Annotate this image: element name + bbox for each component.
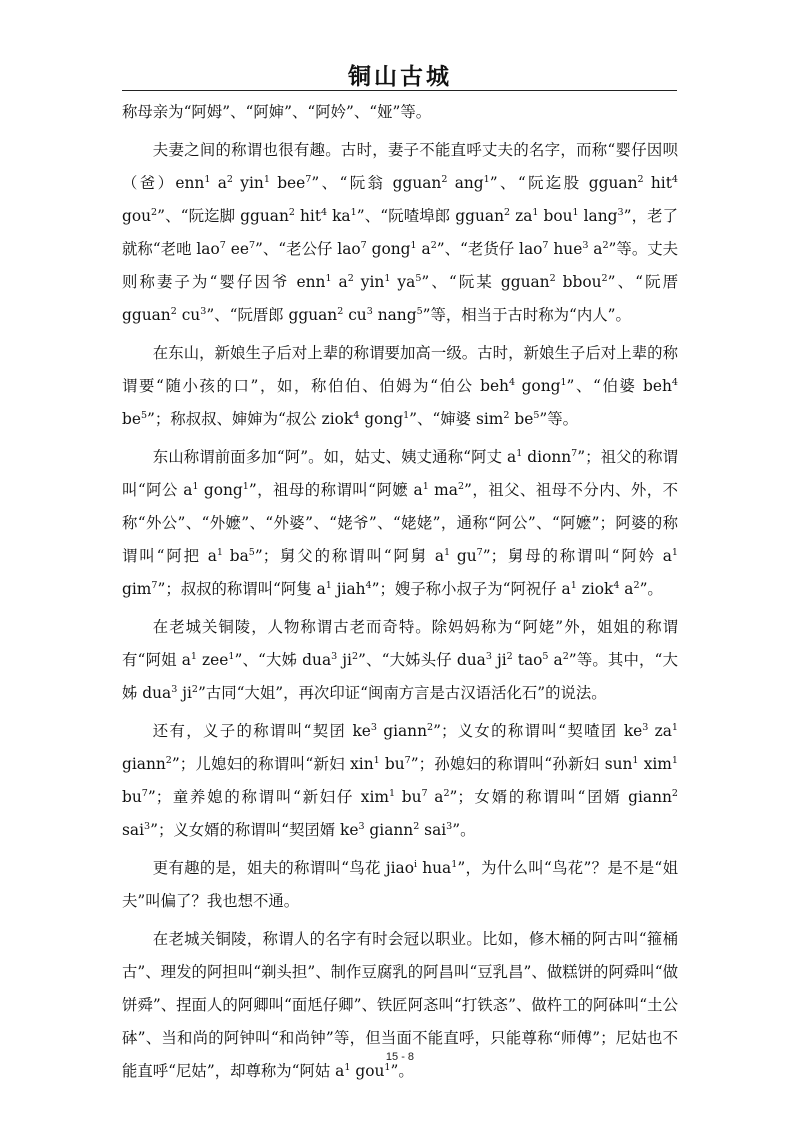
body-text	[122, 96, 678, 1093]
page-number: 15 - 8	[385, 1051, 415, 1063]
paragraph: 东山称谓前面多加“阿”。如，姑丈、姨丈通称“阿丈 $a^1$ dionn$^7$”；祖父的称谓叫“阿公 $a^1$ gong$^1$”，祖母的称谓叫“阿嬷 $a^1$ $ma^2$”，祖父、祖母不分内、外，不称“外公”、“外嬷”、“外婆”、“姥爷”、“姥姥”，通称“阿公”、“阿嬷”；阿婆的称谓叫“阿把 $a^1$ $ba^5$”；舅父的称谓叫“阿舅 $a^1$ $gu^7$”；舅母的称谓叫“阿妗 $a^1$ gim$^7$”；叔叔的称谓叫“阿隻 $a^1$ jiah$^4$”；嫂子称小叔子为“阿祝仔 $a^1$ ziok$^4$ $a^2$”。	[122, 447, 679, 598]
paragraph: 还有，义子的称谓叫“契囝 $ke^3$ giann$^2$”；义女的称谓叫“契喳囝 $ke^3$ $za^1$ giann$^2$”；儿媳妇的称谓叫“新妇 xin$^1$ $bu^7$”；孙媳妇的称谓叫“孙新妇 sun$^1$ xim$^1$ $bu^7$”；童养媳的称谓叫“新妇仔 xim$^1$ $bu^7$ $a^2$”；女婿的称谓叫“囝婿 giann$^2$ sai$^3$”；义女婿的称谓叫“契囝婿 $ke^3$ giann$^2$ sai$^3$”。	[122, 721, 678, 839]
paragraph: 在老城关铜陵，称谓人的名字有时会冠以职业。比如，修木桶的阿古叫“箍桶古”、理发的阿担叫“剃头担”、制作豆腐乳的阿昌叫“豆乳昌”、做糕饼的阿舜叫“做饼舜”、捏面人的阿卿叫“面尪仔卿”、铁匠阿忞叫“打铁忞”、做杵工的阿砵叫“土公砵”、当和尚的阿钟叫“和尚钟”等，但当面不能直呼，只能尊称“师傅”；尼姑也不能直呼“尼姑”，却尊称为“阿姑 $a^1$ gou$^1$”。	[122, 930, 678, 1080]
header-divider	[122, 90, 677, 91]
paragraph: 夫妻之间的称谓也很有趣。古时，妻子不能直呼丈夫的名字，而称“婴仔因呗（爸）enn$^1$ $a^2$ yin$^1$ bee$^7$”、“阮翁 gguan$^2$ ang$^1$”、“阮迄股 gguan$^2$ hit$^4$ gou$^2$”、“阮迄脚 gguan$^2$ hit$^4$ $ka^1$”、“阮喳埠郎 gguan$^2$ $za^1$ bou$^1$ lang$^3$”，老了就称“老吔 lao$^7$ $ee^7$”、“老公仔 lao$^7$ gong$^1$ $a^2$”、“老货仔 lao$^7$ hue$^3$ $a^2$”等。丈夫则称妻子为“婴仔因爷 enn$^1$ $a^2$ yin$^1$ $ya^5$”、“阮某 gguan$^2$ bbou$^2$”、“阮厝 gguan$^2$ $cu^3$”、“阮厝郎 gguan$^2$ $cu^3$ nang$^5$”等，相当于古时称为“内人”。	[122, 141, 679, 324]
paragraph: 在老城关铜陵，人物称谓古老而奇特。除妈妈称为“阿姥”外，姐姐的称谓有“阿姐 $a^1$ zee$^1$”、“大姊 dua$^3$ $ji^2$”、“大姊头仔 dua$^3$ $ji^2$ tao$^5$ $a^2$”等。其中，“大姊 dua$^3$ $ji^2$”古同“大姐”，再次印证“闽南方言是古汉语活化石”的说法。	[122, 618, 678, 702]
paragraph: 在东山，新娘生子后对上辈的称谓要加高一级。古时，新娘生子后对上辈的称谓要“随小孩的口”，如，称伯伯、伯姆为“伯公 beh$^4$ gong$^1$”、“伯婆 beh$^4$ $be^5$”；称叔叔、婶婶为“叔公 ziok$^4$ gong$^1$”、“婶婆 sim$^2$ $be^5$”等。	[122, 344, 678, 428]
paragraph: 更有趣的是，姐夫的称谓叫“鸟花 jiao$^i$ hua$^1$”，为什么叫“鸟花”？是不是“姐夫”叫偏了？我也想不通。	[122, 858, 678, 910]
running-header-title: 铜山古城	[348, 63, 452, 90]
paragraph: 称母亲为“阿姆”、“阿婶”、“阿妗”、“娅”等。	[122, 103, 432, 121]
